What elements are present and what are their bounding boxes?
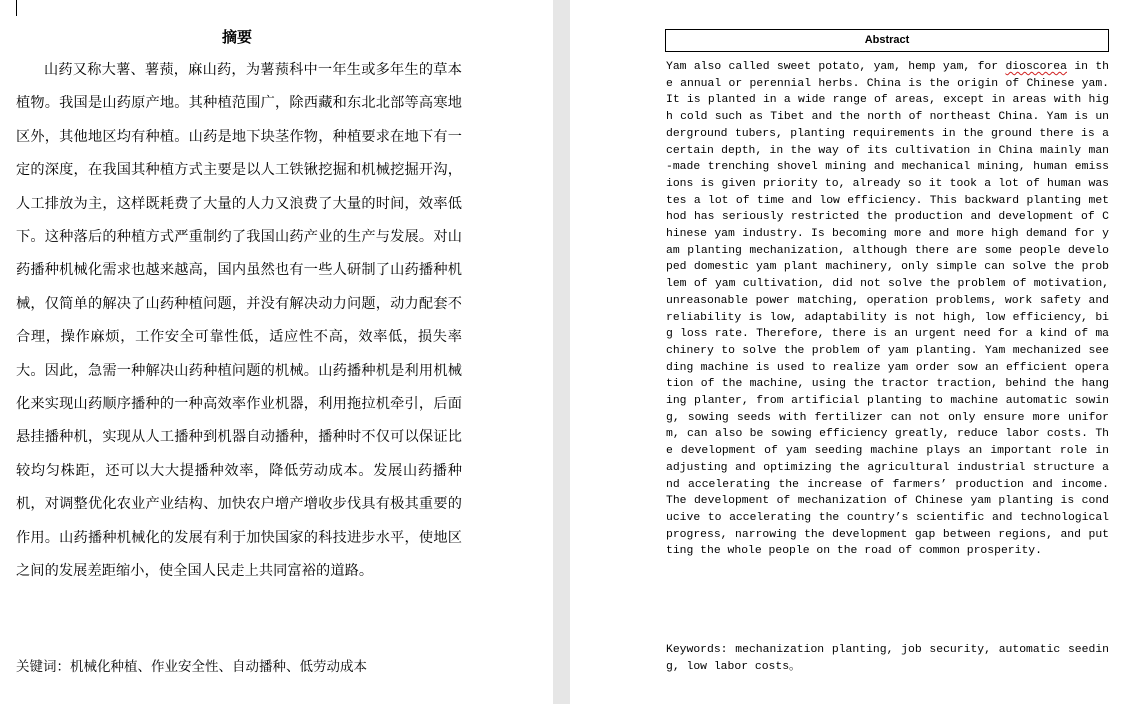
document-page-chinese bbox=[0, 0, 553, 704]
abstract-title-box: Abstract bbox=[665, 29, 1109, 52]
abstract-body-english[interactable] bbox=[666, 59, 1109, 560]
abstract-text-part1: Yam also called sweet potato, yam, hemp yam, for bbox=[666, 61, 1006, 73]
abstract-text-part2: in the annual or perennial herbs. China is the origin of Chinese yam. It is planted in a wide range of areas, except in areas with high cold such as Tibet and the north of northeast China. Yam is underground tubers, planting requirements in the ground there is a certain depth, in the way of its cultivation in China mainly man-made trenching shovel mining and mechanical mining, human emissions is given priority to, already so it took a lot of human wastes a lot of time and low efficiency. This backward planting method has seriously restricted the production and development of Chinese yam industry. Is becoming more and more high demand for yam planting mechanization, although there are some people developed domestic yam plant machinery, only simple can solve the problem of yam cultivation, did not solve the problem of motivation, unreasonable power matching, operation problems, work safety and reliability is low, adaptability is not high, low efficiency, big loss rate. Therefore, there is an urgent need for a kind of machinery to solve the problem of yam planting. Yam mechanized seeding machine is used to realize yam order sow an efficient operation of the machine, using the tractor traction, behind the hanging planter, from artificial planting to machine automatic sowing, sowing seeds with fertilizer can not only ensure more uniform, can also be sowing efficiency greatly, reduce labor costs. The development of yam seeding machine plays an important role in adjusting and optimizing the agricultural industrial structure and accelerating the increase of farmers’ production and income. The development of mechanization of Chinese yam planting is conducive to accelerating the country’s scientific and technological progress, narrowing the development gap between regions, and putting the whole people on the road of common prosperity. bbox=[666, 61, 1109, 558]
keywords-english[interactable]: Keywords: mechanization planting, job security, automatic seeding, low labor costs。 bbox=[666, 644, 1109, 673]
spellcheck-flagged-word[interactable]: dioscorea bbox=[1005, 61, 1067, 73]
text-cursor bbox=[16, 0, 17, 16]
page-gap bbox=[553, 0, 570, 704]
abstract-body-chinese[interactable]: 山药又称大薯、薯蓣，麻山药，为薯蓣科中一年生或多年生的草本植物。我国是山药原产地。其种植范围广，除西藏和东北北部等高寒地区外，其他地区均有种植。山药是地下块茎作物，种植要求在地下有一定的深度，在我国其种植方式主要是以人工铁锹挖掘和机械挖掘开沟，人工排放为主，这样既耗费了大量的人力又浪费了大量的时间，效率低下。这种落后的种植方式严重制约了我国山药产业的生产与发展。对山药播种机械化需求也越来越高，国内虽然也有一些人研制了山药播种机械，仅简单的解决了山药种植问题，并没有解决动力问题，动力配套不合理，操作麻烦，工作安全可靠性低，适应性不高，效率低，损失率大。因此，急需一种解决山药种植问题的机械。山药播种机是利用机械化来实现山药顺序播种的一种高效率作业机器，利用拖拉机牵引，后面悬挂播种机，实现从人工播种到机器自动播种，播种时不仅可以保证比较均匀株距，还可以大大提播种效率，降低劳动成本。发展山药播种机，对调整优化农业产业结构、加快农户增产增收步伐具有极其重要的作用。山药播种机械化的发展有利于加快国家的科技进步水平，使地区之间的发展差距缩小，使全国人民走上共同富裕的道路。 bbox=[16, 62, 462, 580]
keywords-chinese[interactable]: 关键词：机械化种植、作业安全性、自动播种、低劳动成本 bbox=[16, 659, 367, 675]
page-title: 摘要 bbox=[221, 28, 252, 46]
